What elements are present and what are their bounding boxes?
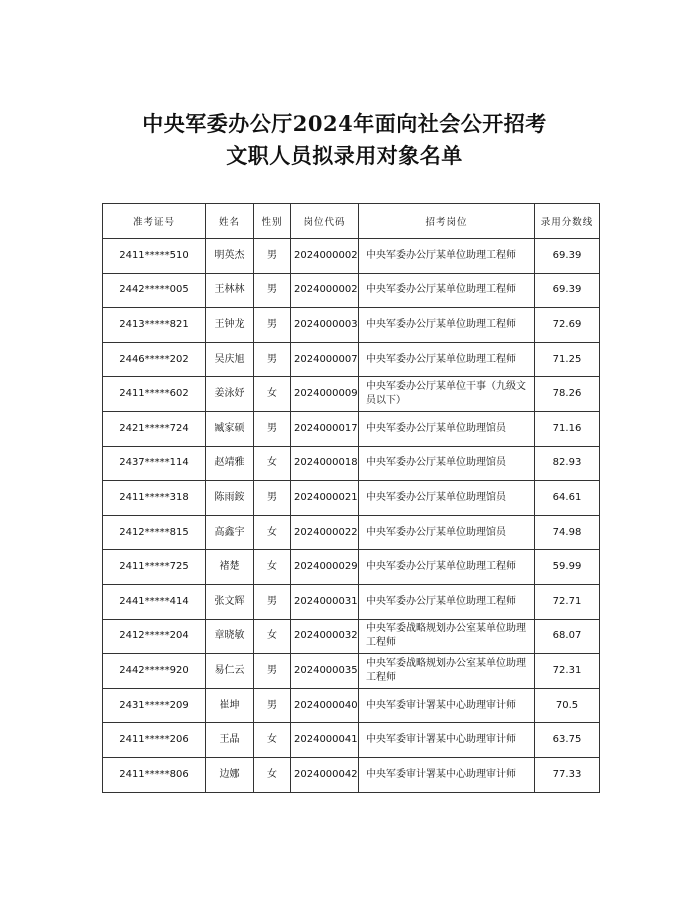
cell-name: 吴庆旭: [206, 342, 254, 377]
cell-exam-id: 2431*****209: [103, 688, 206, 723]
cell-name: 边娜: [206, 757, 254, 792]
table-row: [103, 377, 600, 412]
cell-score: 72.69: [535, 308, 600, 343]
cell-post: 中央军委办公厅某单位助理工程师: [359, 308, 535, 343]
cell-post: 中央军委办公厅某单位助理工程师: [359, 273, 535, 308]
document-title: [0, 108, 689, 172]
cell-exam-id: 2411*****806: [103, 757, 206, 792]
cell-exam-id: 2412*****815: [103, 515, 206, 550]
title-line-1: 中央军委办公厅2024年面向社会公开招考: [142, 111, 547, 136]
cell-gender: 男: [254, 342, 291, 377]
cell-gender: 女: [254, 723, 291, 758]
cell-post-code: 2024000032: [291, 619, 359, 654]
table-row: [103, 239, 600, 274]
cell-post-code: 2024000002: [291, 239, 359, 274]
cell-name: 崔坤: [206, 688, 254, 723]
col-header-name: 姓名: [206, 204, 254, 239]
cell-gender: 女: [254, 550, 291, 585]
cell-gender: 男: [254, 584, 291, 619]
cell-name: 王钟龙: [206, 308, 254, 343]
cell-name: 章晓敏: [206, 619, 254, 654]
cell-exam-id: 2442*****920: [103, 654, 206, 689]
cell-post: 中央军委办公厅某单位助理工程师: [359, 550, 535, 585]
table-row: [103, 446, 600, 481]
cell-post-code: 2024000029: [291, 550, 359, 585]
cell-post: 中央军委办公厅某单位干事（九级文员以下）: [359, 377, 535, 412]
col-header-score: 录用分数线: [535, 204, 600, 239]
cell-exam-id: 2421*****724: [103, 411, 206, 446]
table-row: [103, 308, 600, 343]
cell-exam-id: 2411*****602: [103, 377, 206, 412]
cell-name: 高鑫宇: [206, 515, 254, 550]
table-row: [103, 584, 600, 619]
cell-post: 中央军委审计署某中心助理审计师: [359, 688, 535, 723]
cell-post-code: 2024000018: [291, 446, 359, 481]
cell-post: 中央军委战略规划办公室某单位助理工程师: [359, 619, 535, 654]
cell-post-code: 2024000022: [291, 515, 359, 550]
cell-exam-id: 2411*****725: [103, 550, 206, 585]
cell-gender: 男: [254, 308, 291, 343]
cell-gender: 女: [254, 377, 291, 412]
cell-score: 72.31: [535, 654, 600, 689]
cell-name: 陈雨銨: [206, 481, 254, 516]
table-row: [103, 411, 600, 446]
cell-post-code: 2024000017: [291, 411, 359, 446]
cell-post: 中央军委办公厅某单位助理馆员: [359, 446, 535, 481]
cell-gender: 男: [254, 239, 291, 274]
title-line-2: 文职人员拟录用对象名单: [226, 143, 463, 168]
cell-post: 中央军委办公厅某单位助理工程师: [359, 239, 535, 274]
cell-post: 中央军委办公厅某单位助理馆员: [359, 411, 535, 446]
cell-post-code: 2024000042: [291, 757, 359, 792]
cell-score: 70.5: [535, 688, 600, 723]
cell-exam-id: 2411*****510: [103, 239, 206, 274]
cell-score: 77.33: [535, 757, 600, 792]
cell-score: 82.93: [535, 446, 600, 481]
cell-name: 张文辉: [206, 584, 254, 619]
cell-exam-id: 2437*****114: [103, 446, 206, 481]
cell-exam-id: 2442*****005: [103, 273, 206, 308]
cell-exam-id: 2441*****414: [103, 584, 206, 619]
cell-gender: 男: [254, 654, 291, 689]
cell-post-code: 2024000041: [291, 723, 359, 758]
table-row: [103, 550, 600, 585]
cell-gender: 男: [254, 688, 291, 723]
cell-gender: 男: [254, 411, 291, 446]
cell-gender: 女: [254, 757, 291, 792]
cell-name: 臧家硕: [206, 411, 254, 446]
cell-post-code: 2024000031: [291, 584, 359, 619]
cell-post-code: 2024000002: [291, 273, 359, 308]
cell-score: 72.71: [535, 584, 600, 619]
table-row: [103, 688, 600, 723]
cell-exam-id: 2446*****202: [103, 342, 206, 377]
cell-score: 71.16: [535, 411, 600, 446]
col-header-post: 招考岗位: [359, 204, 535, 239]
cell-score: 78.26: [535, 377, 600, 412]
cell-post: 中央军委办公厅某单位助理工程师: [359, 342, 535, 377]
cell-post: 中央军委战略规划办公室某单位助理工程师: [359, 654, 535, 689]
cell-score: 69.39: [535, 273, 600, 308]
cell-name: 赵靖雅: [206, 446, 254, 481]
table-header-row: [103, 204, 600, 239]
cell-post-code: 2024000040: [291, 688, 359, 723]
cell-exam-id: 2411*****206: [103, 723, 206, 758]
cell-name: 王晶: [206, 723, 254, 758]
cell-gender: 女: [254, 446, 291, 481]
table-body: [103, 239, 600, 793]
cell-gender: 男: [254, 273, 291, 308]
cell-post-code: 2024000007: [291, 342, 359, 377]
cell-name: 褚楚: [206, 550, 254, 585]
cell-exam-id: 2412*****204: [103, 619, 206, 654]
cell-post-code: 2024000009: [291, 377, 359, 412]
cell-post: 中央军委办公厅某单位助理馆员: [359, 515, 535, 550]
cell-exam-id: 2411*****318: [103, 481, 206, 516]
cell-name: 易仁云: [206, 654, 254, 689]
cell-post: 中央军委审计署某中心助理审计师: [359, 757, 535, 792]
cell-gender: 女: [254, 619, 291, 654]
table-row: [103, 723, 600, 758]
table-row: [103, 619, 600, 654]
cell-score: 59.99: [535, 550, 600, 585]
col-header-post-code: 岗位代码: [291, 204, 359, 239]
col-header-gender: 性别: [254, 204, 291, 239]
table-row: [103, 757, 600, 792]
candidate-table: [102, 203, 600, 793]
cell-score: 71.25: [535, 342, 600, 377]
cell-gender: 男: [254, 481, 291, 516]
cell-score: 63.75: [535, 723, 600, 758]
cell-name: 明英杰: [206, 239, 254, 274]
cell-post-code: 2024000021: [291, 481, 359, 516]
cell-post: 中央军委办公厅某单位助理工程师: [359, 584, 535, 619]
cell-score: 64.61: [535, 481, 600, 516]
cell-score: 68.07: [535, 619, 600, 654]
table-row: [103, 654, 600, 689]
table-row: [103, 273, 600, 308]
cell-post: 中央军委办公厅某单位助理馆员: [359, 481, 535, 516]
cell-name: 姜泳妤: [206, 377, 254, 412]
table-row: [103, 515, 600, 550]
cell-score: 69.39: [535, 239, 600, 274]
cell-post-code: 2024000003: [291, 308, 359, 343]
cell-post: 中央军委审计署某中心助理审计师: [359, 723, 535, 758]
cell-name: 王林林: [206, 273, 254, 308]
cell-post-code: 2024000035: [291, 654, 359, 689]
col-header-exam-id: 准考证号: [103, 204, 206, 239]
table-row: [103, 481, 600, 516]
cell-score: 74.98: [535, 515, 600, 550]
cell-exam-id: 2413*****821: [103, 308, 206, 343]
table-row: [103, 342, 600, 377]
cell-gender: 女: [254, 515, 291, 550]
